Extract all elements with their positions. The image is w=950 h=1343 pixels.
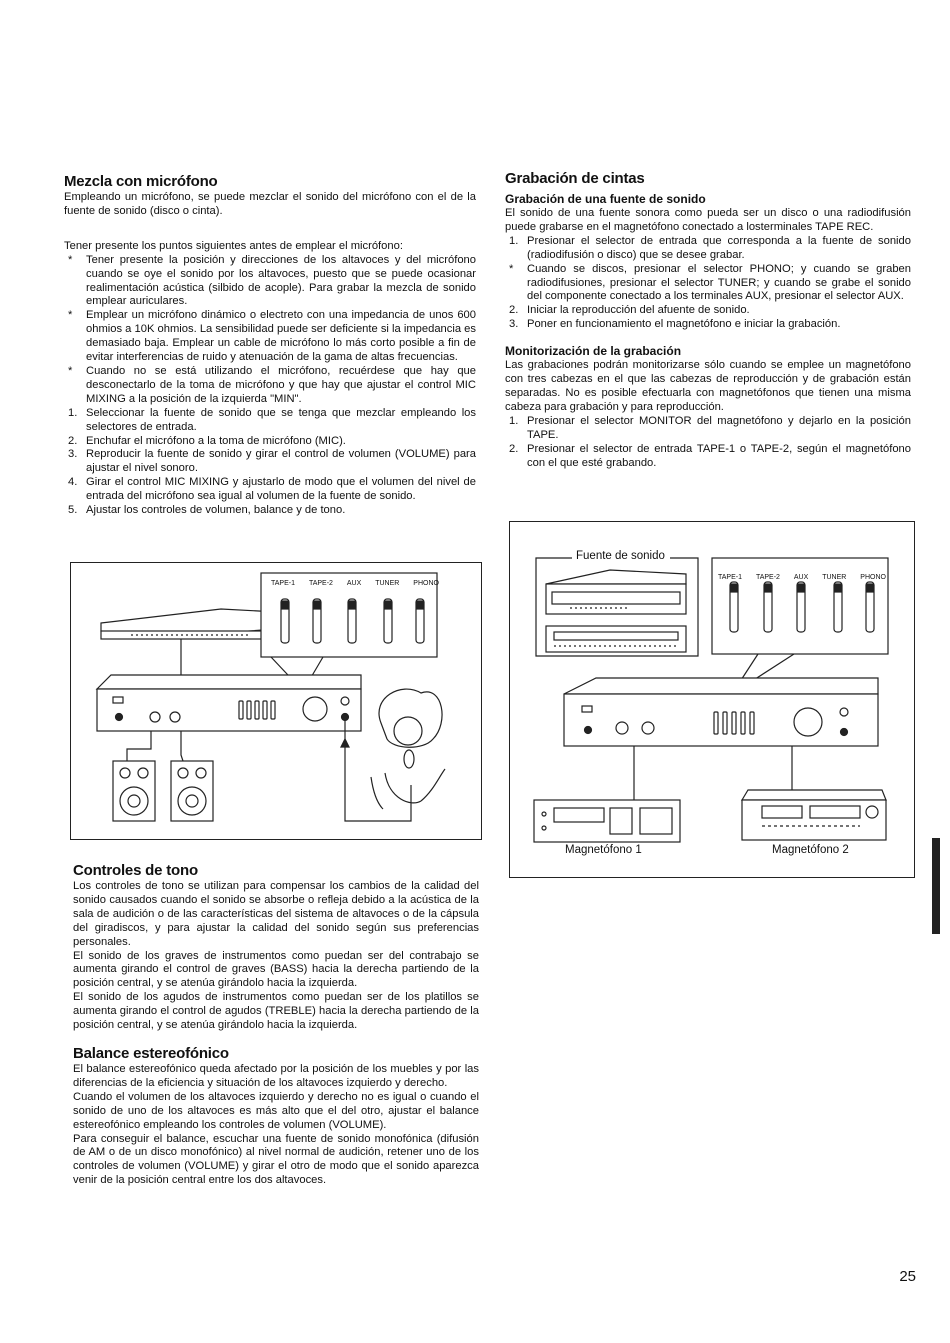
- input-selector-labels: [718, 574, 886, 581]
- aux-label: AUX: [346, 580, 362, 587]
- right-column: [505, 170, 911, 470]
- balance-para: El balance estereofónico queda afectado por la posición de los muebles y por las diferencias de la eficiencia y situación de los altavoces izquierdo y derecho.: [73, 1062, 479, 1089]
- tone-section: [73, 862, 479, 1188]
- left-column: [64, 173, 476, 518]
- tuner-label: TUNER: [375, 580, 400, 587]
- section-title-recording: Grabación de cintas: [505, 170, 645, 187]
- recording-steps: [505, 235, 911, 332]
- source-label: Fuente de sonido: [576, 550, 665, 562]
- deck1-label: Magnetófono 1: [565, 844, 642, 856]
- recording-intro: El sonido de una fuente sonora como pueda ser un disco o una radiodifusión puede grabarse en el magnetófono conectado a losterminales TAPE REC.: [505, 207, 911, 233]
- list-item: 5. Ajustar los controles de volumen, balance y de tono.: [68, 504, 346, 517]
- section-title-balance: Balance estereofónico: [73, 1044, 229, 1062]
- list-item: 1. Seleccionar la fuente de sonido que se tenga que mezclar empleando los selectores de entrada.: [68, 406, 476, 433]
- balance-para: Para conseguir el balance, escuchar una fuente de sonido monofónica (difusión de AM o de un disco monofónico) al nivel normal de audición, retener uno de los controles de volumen (VOLUME) y girar el otro de modo que el sonido aparezca venir de la posición central entre los dos altavoces.: [73, 1132, 479, 1187]
- subsection-title-monitoring: Monitorización de la grabación: [505, 344, 682, 359]
- mic-intro: Empleando un micrófono, se puede mezclar el sonido del micrófono con el de la fuente de sonido (disco o cinta).: [64, 191, 476, 217]
- monitoring-steps: [505, 415, 911, 471]
- list-item: 2. Iniciar la reproducción del afuente de sonido.: [509, 304, 750, 317]
- list-item: * Emplear un micrófono dinámico o electreto con una impedancia de unos 600 ohmios a 10K ohmios. La sensibilidad puede ser deficiente si la impedancia es demasiado baja. Emplear un cable de micrófono lo más corto posible a fin de evitar interferencias de ruido y atenuación de la gama de altas frecuencias.: [68, 309, 476, 364]
- diagram-mic-setup: [71, 563, 481, 839]
- tape1-label: TAPE-1: [718, 574, 742, 581]
- page-number: 25: [899, 1268, 916, 1285]
- list-item: * Tener presente la posición y direcciones de los altavoces y del micrófono cuando se oye el sonido por los altavoces, puesto que se puede ocasionar realimentación acústica (silbido de acople). Para grabar la mezcla de sonido emplear auriculares.: [68, 253, 476, 308]
- list-item: 2. Enchufar el micrófono a la toma de micrófono (MIC).: [68, 434, 346, 447]
- list-item: * Cuando se discos, presionar el selector PHONO; y cuando se graben radiodifusiones, presionar el selector TUNER; y cuando se grabe el sonido del componente conectado a los terminales AUX, presionar el selector AUX.: [509, 262, 911, 303]
- mic-bullets: [64, 254, 476, 407]
- tuner-label: TUNER: [822, 574, 847, 581]
- tone-para: Los controles de tono se utilizan para compensar los cambios de la calidad del sonido causados cuando el sonido se absorbe o refleja debido a la acústica de la sala de audición o de las características del sistema de altavoces o de la cápsula del giradiscos, y para ajustar la calidad del sonido según sus preferencias personales.: [73, 880, 479, 948]
- list-item: 1. Presionar el selector MONITOR del magnetófono y dejarlo en la posición TAPE.: [509, 414, 911, 441]
- edge-tab-marker: [932, 838, 940, 934]
- phono-label: PHONO: [860, 574, 886, 581]
- list-item: 3. Poner en funcionamiento el magnetófono e iniciar la grabación.: [509, 318, 841, 331]
- phono-label: PHONO: [413, 580, 439, 587]
- aux-label: AUX: [793, 574, 809, 581]
- tape2-label: TAPE-2: [755, 574, 780, 581]
- mic-steps: [64, 407, 476, 518]
- subsection-title-recording: Grabación de una fuente de sonido: [505, 192, 706, 206]
- mic-lead: Tener presente los puntos siguientes antes de emplear el micrófono:: [64, 239, 403, 252]
- deck2-label: Magnetófono 2: [772, 844, 849, 856]
- list-item: 3. Reproducir la fuente de sonido y girar el control de volumen (VOLUME) para ajustar el nivel sonoro.: [68, 448, 476, 475]
- section-title-mic: Mezcla con micrófono: [64, 173, 218, 190]
- section-title-tone: Controles de tono: [73, 862, 198, 879]
- tone-para: El sonido de los graves de instrumentos como puedan ser del contrabajo se aumenta girando el control de graves (BASS) hacia la derecha partiendo de la posición central, y se atenúa girándolo hacia la izquierda.: [73, 949, 479, 990]
- figure-tape-recording: [509, 521, 915, 878]
- tone-para: El sonido de los agudos de instrumentos como puedan ser de los platillos se aumenta girando el control de agudos (TREBLE) hacia la derecha partiendo de la posición central, y se atenúa girándolo hacia la izquierda.: [73, 991, 479, 1032]
- tape1-label: TAPE-1: [271, 580, 295, 587]
- balance-para: Cuando el volumen de los altavoces izquierdo y derecho no es igual o cuando el sonido de uno de los altavoces es más alto que el del otro, ajustar el balance estereofónico empleando los controles de volumen (VOLUME).: [73, 1090, 479, 1131]
- figure-mic-mixing: [70, 562, 482, 840]
- tape2-label: TAPE-2: [308, 580, 333, 587]
- list-item: 4. Girar el control MIC MIXING y ajustarlo de modo que el volumen del nivel de entrada del micrófono sea igual al volumen de la fuente de sonido.: [68, 476, 476, 503]
- list-item: 2. Presionar el selector de entrada TAPE-1 o TAPE-2, según el magnetófono con el que esté grabando.: [509, 442, 911, 469]
- input-selector-labels: [271, 580, 439, 587]
- monitoring-intro: Las grabaciones podrán monitorizarse sólo cuando se emplee un magnetófono con tres cabezas en el que las cabezas de reproducción y de grabación están separadas. No es posible efectuarla con magnetófonos que tienen una misma cabeza para grabación y para reproducción.: [505, 359, 911, 413]
- list-item: 1. Presionar el selector de entrada que corresponda a la fuente de sonido (radiodifusión o disco) que se desee grabar.: [509, 234, 911, 261]
- list-item: * Cuando no se está utilizando el micrófono, recuérdese que hay que desconectarlo de la toma de micrófono y que hay que ajustar el control MIC MIXING a la posición de la izquierda "MIN".: [68, 364, 476, 405]
